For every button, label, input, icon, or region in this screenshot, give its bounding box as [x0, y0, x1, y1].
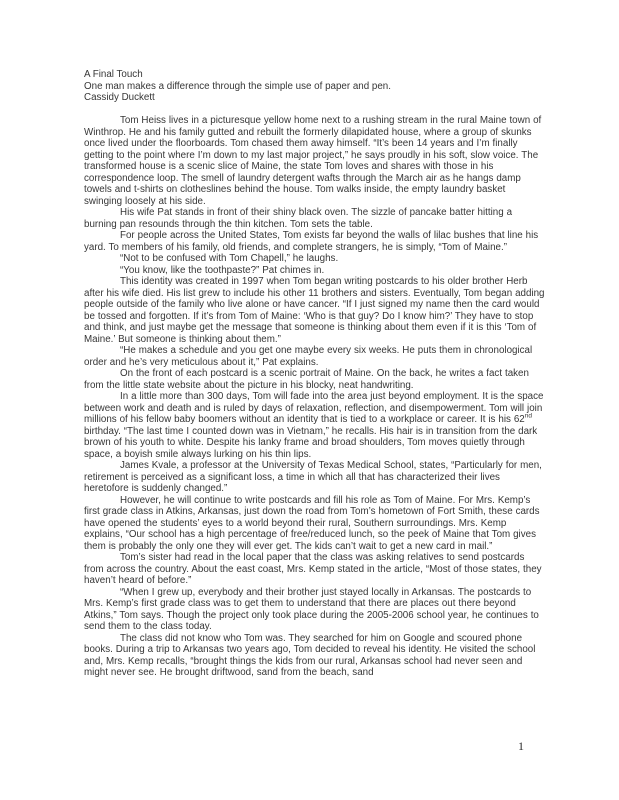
document-author: Cassidy Duckett [84, 92, 155, 103]
paragraph: “When I grew up, everybody and their brother just stayed locally in Arkansas. The postcards to Mrs. Kemp’s first grade class was to get them to understand that there are places out there beyond Atkins,” Tom says. Though the project only took place during the 2005-2006 school year, he continues to send them to the class today. [84, 586, 539, 632]
document-content [84, 69, 546, 679]
paragraph: His wife Pat stands in front of their shiny black oven. The sizzle of pancake batter hitting a burning pan resounds through the thin kitchen. Tom sets the table. [84, 207, 513, 230]
paragraph: In a little more than 300 days, Tom will fade into the area just beyond employment. It is the space between work and death and is ruled by days of relaxation, reflection, and disempowerment. Tom will join millions of his fellow baby boomers without an identity that is tied to a workplace or career. It is his 62nd birthday. “The last time I counted down was in Vietnam,” he recalls. His hair is in transition from the dark brown of his youth to white. Despite his lanky frame and broad shoulders, Tom moves quietly through space, a boyish smile always lurking on his thin lips. [84, 391, 544, 460]
document-header [84, 69, 546, 104]
paragraph: However, he will continue to write postcards and fill his role as Tom of Maine. For Mrs. Kemp’s first grade class in Atkins, Arkansas, just down the road from Tom’s hometown of Fort Smith, these cards have opened the students’ eyes to a world beyond their rural, Southern surroundings. Mrs. Kemp explains, “Our school has a high percentage of free/reduced lunch, so the peek of Maine that Tom gives them is probably the only one they will ever get. The kids can’t wait to get a new card in mail.” [84, 494, 540, 552]
paragraph: The class did not know who Tom was. They searched for him on Google and scoured phone books. During a trip to Arkansas two years ago, Tom decided to reveal his identity. He visited the school and, Mrs. Kemp recalls, “brought things the kids from our rural, Arkansas school had never seen and might never see. He brought driftwood, sand from the beach, sand [84, 632, 536, 678]
paragraph: For people across the United States, Tom exists far beyond the walls of lilac bushes that line his yard. To members of his family, old friends, and complete strangers, he is simply, “Tom of Maine.” [84, 230, 539, 253]
page-number: 1 [518, 739, 524, 753]
paragraph: “Not to be confused with Tom Chapell,” he laughs. [120, 253, 339, 264]
paragraph: This identity was created in 1997 when Tom began writing postcards to his older brother Herb after his wife died. His list grew to include his other 11 brothers and sisters. Eventually, Tom began adding people outside of the family who live alone or have cancer. “If I just signed my name then the card would be tossed and forgotten. If it’s from Tom of Maine: ‘Who is that guy? Do I know him?’ They have to stop and think, and just maybe get the message that someone is thinking about them even if it is this ‘Tom of Maine.’ But someone is thinking about them.” [84, 276, 545, 345]
paragraph: “You know, like the toothpaste?” Pat chimes in. [120, 264, 325, 276]
paragraph: “He makes a schedule and you get one maybe every six weeks. He puts them in chronological order and he’s very meticulous about it,” Pat explains. [84, 345, 533, 368]
paragraph: Tom Heiss lives in a picturesque yellow home next to a rushing stream in the rural Maine town of Winthrop. He and his family gutted and rebuilt the formerly dilapidated house, where a group of skunks once lived under the floorboards. Tom chased them away himself. “It’s been 14 years and I’m finally getting to the point where I’m down to my last major project,” he says proudly in his soft, slow voice. The transformed house is a scenic slice of Maine, the state Tom loves and shares with those in his correspondence loop. The smell of laundry detergent wafts through the March air as he hangs damp towels and t-shirts on clotheslines behind the house. Tom walks inside, the empty laundry basket swinging loosely at his side. [84, 115, 542, 207]
document-body [84, 115, 546, 679]
paragraph: On the front of each postcard is a scenic portrait of Maine. On the back, he writes a fact taken from the little state website about the picture in his blocky, neat handwriting. [84, 368, 529, 391]
document-title: A Final Touch [84, 69, 143, 80]
paragraph: Tom’s sister had read in the local paper that the class was asking relatives to send postcards from across the country. About the east coast, Mrs. Kemp stated in the article, “Most of those states, they haven’t heard of before.” [84, 552, 542, 586]
document-subtitle: One man makes a difference through the simple use of paper and pen. [84, 80, 391, 92]
paragraph: James Kvale, a professor at the University of Texas Medical School, states, “Particularly for men, retirement is perceived as a significant loss, a time in which all that has characterized their lives heretofore is suddenly changed.” [84, 460, 542, 494]
